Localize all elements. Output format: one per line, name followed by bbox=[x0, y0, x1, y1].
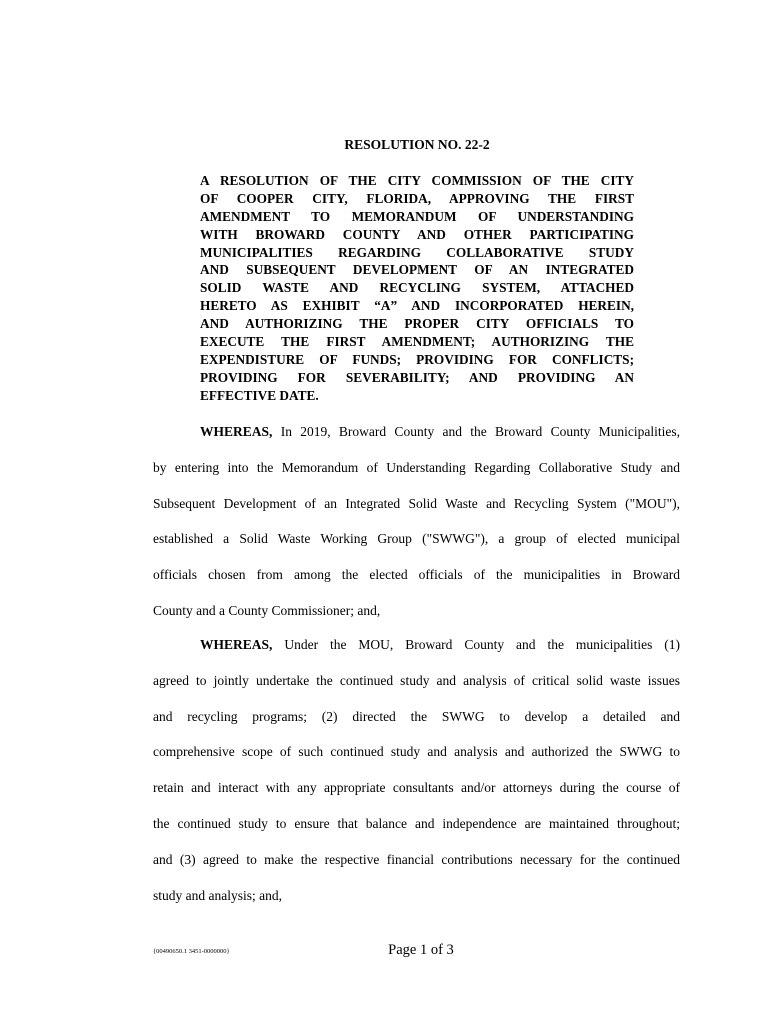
paragraph-line: the continued study to ensure that balance and independence are maintained throughout; bbox=[153, 815, 680, 831]
paragraph-line: comprehensive scope of such continued study and analysis and authorized the SWWG to bbox=[153, 744, 680, 760]
paragraph-line: County and a County Commissioner; and, bbox=[153, 602, 381, 618]
paragraph-line: and (3) agreed to make the respective financial contributions necessary for the continued bbox=[153, 851, 680, 867]
caption-line: AMENDMENT TO MEMORANDUM OF UNDERSTANDING bbox=[200, 208, 634, 224]
paragraph-text: Under the MOU, Broward County and the municipalities (1) bbox=[272, 637, 680, 652]
caption-line: AND AUTHORIZING THE PROPER CITY OFFICIALS TO bbox=[200, 316, 634, 332]
caption-line: PROVIDING FOR SEVERABILITY; AND PROVIDING AN bbox=[200, 369, 634, 385]
whereas-lead: WHEREAS, bbox=[200, 424, 273, 439]
caption-line: OF COOPER CITY, FLORIDA, APPROVING THE FIRST bbox=[200, 190, 634, 206]
caption-line: EXPENDISTURE OF FUNDS; PROVIDING FOR CONFLICTS; bbox=[200, 351, 634, 367]
paragraph-first-line bbox=[153, 636, 680, 672]
caption-line: HERETO AS EXHIBIT “A” AND INCORPORATED HEREIN, bbox=[200, 298, 634, 314]
resolution-title: RESOLUTION NO. 22-2 bbox=[344, 137, 490, 152]
paragraph-line: study and analysis; and, bbox=[153, 887, 282, 903]
paragraph-first-line bbox=[153, 423, 680, 459]
caption-line: AND SUBSEQUENT DEVELOPMENT OF AN INTEGRATED bbox=[200, 262, 634, 278]
paragraph-line: and recycling programs; (2) directed the SWWG to develop a detailed and bbox=[153, 708, 680, 724]
caption-line: SOLID WASTE AND RECYCLING SYSTEM, ATTACHED bbox=[200, 280, 634, 296]
caption-line: EXECUTE THE FIRST AMENDMENT; AUTHORIZING THE bbox=[200, 334, 634, 350]
paragraph-line: retain and interact with any appropriate consultants and/or attorneys during the course of bbox=[153, 780, 680, 796]
caption-line: A RESOLUTION OF THE CITY COMMISSION OF THE CITY bbox=[200, 173, 634, 188]
document-id: {00490650.1 3451-0000000} bbox=[153, 948, 230, 955]
paragraph-line: agreed to jointly undertake the continued study and analysis of critical solid waste issues bbox=[153, 672, 680, 688]
resolution-caption bbox=[200, 172, 634, 405]
paragraph-line: established a Solid Waste Working Group ("SWWG"), a group of elected municipal bbox=[153, 531, 680, 547]
whereas-paragraph-1 bbox=[153, 423, 680, 638]
caption-line: MUNICIPALITIES REGARDING COLLABORATIVE STUDY bbox=[200, 244, 634, 260]
caption-line: EFFECTIVE DATE. bbox=[200, 387, 319, 403]
page-number-label: Page 1 of 3 bbox=[388, 942, 454, 958]
paragraph-line: by entering into the Memorandum of Understanding Regarding Collaborative Study and bbox=[153, 459, 680, 475]
whereas-lead: WHEREAS, bbox=[200, 637, 273, 652]
whereas-paragraph-2 bbox=[153, 636, 680, 922]
paragraph-line: Subsequent Development of an Integrated Solid Waste and Recycling System ("MOU"), bbox=[153, 495, 680, 511]
caption-line: WITH BROWARD COUNTY AND OTHER PARTICIPATING bbox=[200, 226, 634, 242]
page-number bbox=[0, 941, 770, 959]
paragraph-text: In 2019, Broward County and the Broward County Municipalities, bbox=[272, 424, 680, 439]
paragraph-line: officials chosen from among the elected officials of the municipalities in Broward bbox=[153, 567, 680, 583]
